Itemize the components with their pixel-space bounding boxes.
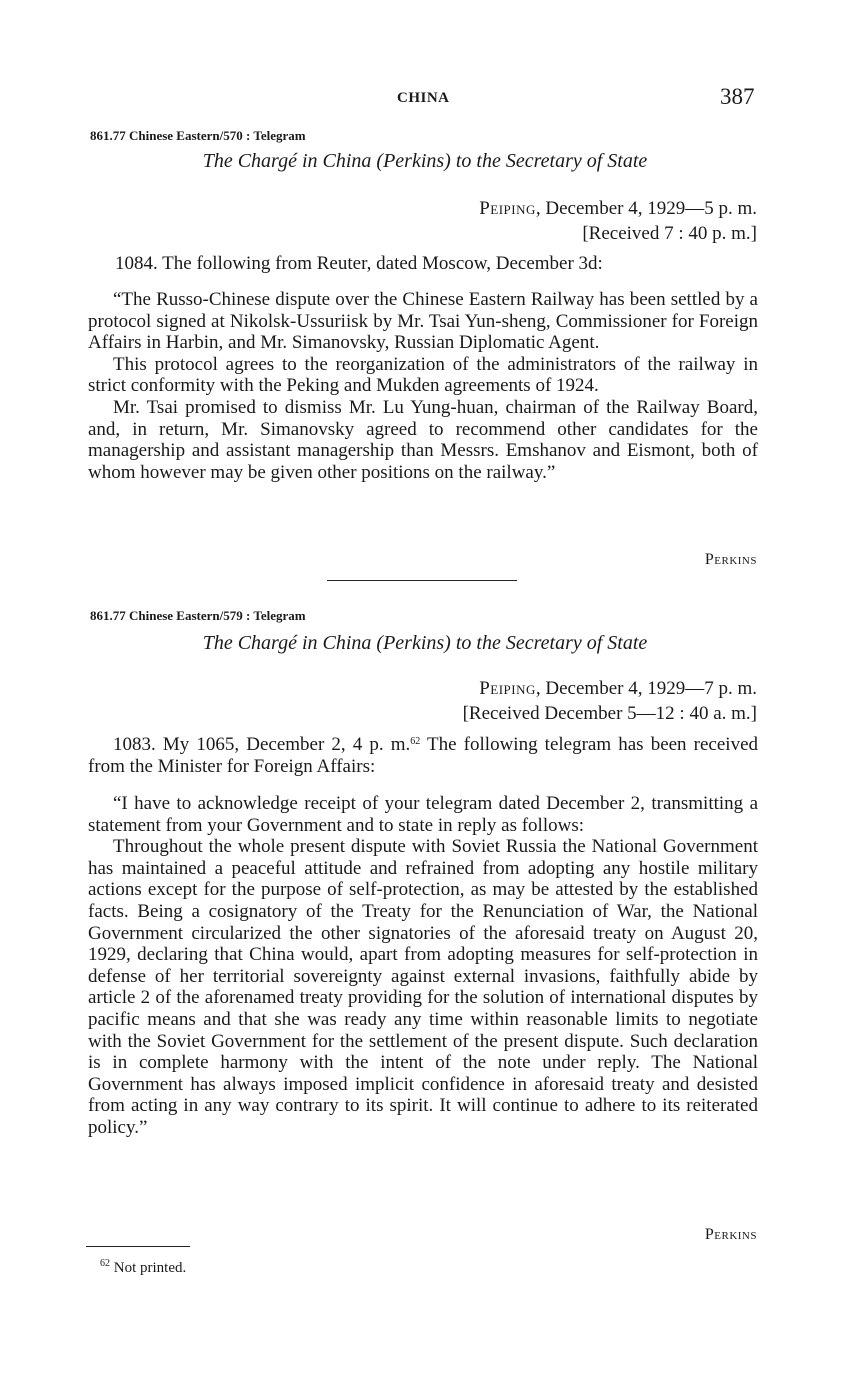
quote-paragraph: Throughout the whole present dispute with Soviet Russia the National Government has maintained a peaceful attitude and refrained from adopting any hostile military actions except for the purpose of self-protection, as may be attested by the established facts. Being a cosignatory of the Treaty for the Renunciation of War, the National Government circularized the other signatories of the aforesaid treaty on August 20, 1929, declaring that China would, apart from adopting measures for self-protection in defense of her territorial sovereignty against external invasions, faithfully abide by article 2 of the aforenamed treaty providing for the solution of international disputes by pacific means and that she was ready any time within reasonable limits to negotiate with the Soviet Government for the settlement of the present dispute. Such declaration is in complete harmony with the intent of the note under reply. The National Government has always imposed implicit confidence in aforesaid treaty and desisted from acting in any way contrary to its spirit. It will continue to adhere to its reiterated policy.” [88,836,758,1138]
intro-text-a: 1083. My 1065, December 2, 4 p. m. [113,734,411,755]
dateline [300,196,757,246]
date-place: Peiping [479,198,536,219]
date-received: [Received 7 : 40 p. m.] [582,223,757,244]
running-head [0,84,859,114]
quoted-message [88,289,758,483]
date-received: [Received December 5—12 : 40 a. m.] [462,703,757,724]
footnote-rule [86,1246,190,1247]
footnote-number: 62 [100,1258,110,1269]
date-place: Peiping [479,678,536,699]
message-intro [88,734,758,777]
date-time: , December 4, 1929—7 p. m. [535,678,757,699]
quote-paragraph: This protocol agrees to the reorganization of the administrators of the railway in strict conformity with the Peking and Mukden agreements of 1924. [88,353,758,397]
intro-text: 1084. The following from Reuter, dated Moscow, December 3d: [115,253,603,274]
quote-paragraph: “I have to acknowledge receipt of your telegram dated December 2, transmitting a statement from your Government and to state in reply as follows: [88,793,758,836]
message-intro [90,253,760,275]
document-heading: The Chargé in China (Perkins) to the Secretary of State [202,150,648,172]
running-head-title: CHINA [397,90,450,106]
intro-text [88,734,758,777]
signature: Perkins [704,551,757,568]
intro-text-b: The following telegram has been received from the Minister for Foreign Affairs: [88,734,759,777]
footnote-text: Not printed. [110,1260,187,1276]
quote-paragraph: “The Russo-Chinese dispute over the Chinese Eastern Railway has been settled by a protocol signed at Nikolsk-Ussuriisk by Mr. Tsai Yun-sheng, Commissioner for Foreign Affairs in Harbin, and Mr. Simanovsky, Russian Diplomatic Agent. [88,289,758,354]
file-number: 861.77 Chinese Eastern/579 : Telegram [90,608,306,623]
dateline [300,676,757,726]
file-number: 861.77 Chinese Eastern/570 : Telegram [90,128,306,143]
date-sent [300,676,757,701]
date-sent [300,196,757,221]
footnote [100,1260,186,1277]
separator-rule [327,580,517,581]
signature: Perkins [704,1226,757,1243]
document-heading: The Chargé in China (Perkins) to the Secretary of State [202,632,648,654]
date-time: , December 4, 1929—5 p. m. [535,198,757,219]
quoted-message [88,793,758,1139]
footnote-ref: 62 [410,736,421,747]
quote-paragraph: Mr. Tsai promised to dismiss Mr. Lu Yung-huan, chairman of the Railway Board, and, in return, Mr. Simanovsky agreed to recommend other candidates for the managership and assistant managership than Messrs. Emshanov and Eismont, both of whom however may be given other positions on the railway.” [88,396,758,483]
page-number: 387 [720,84,755,109]
